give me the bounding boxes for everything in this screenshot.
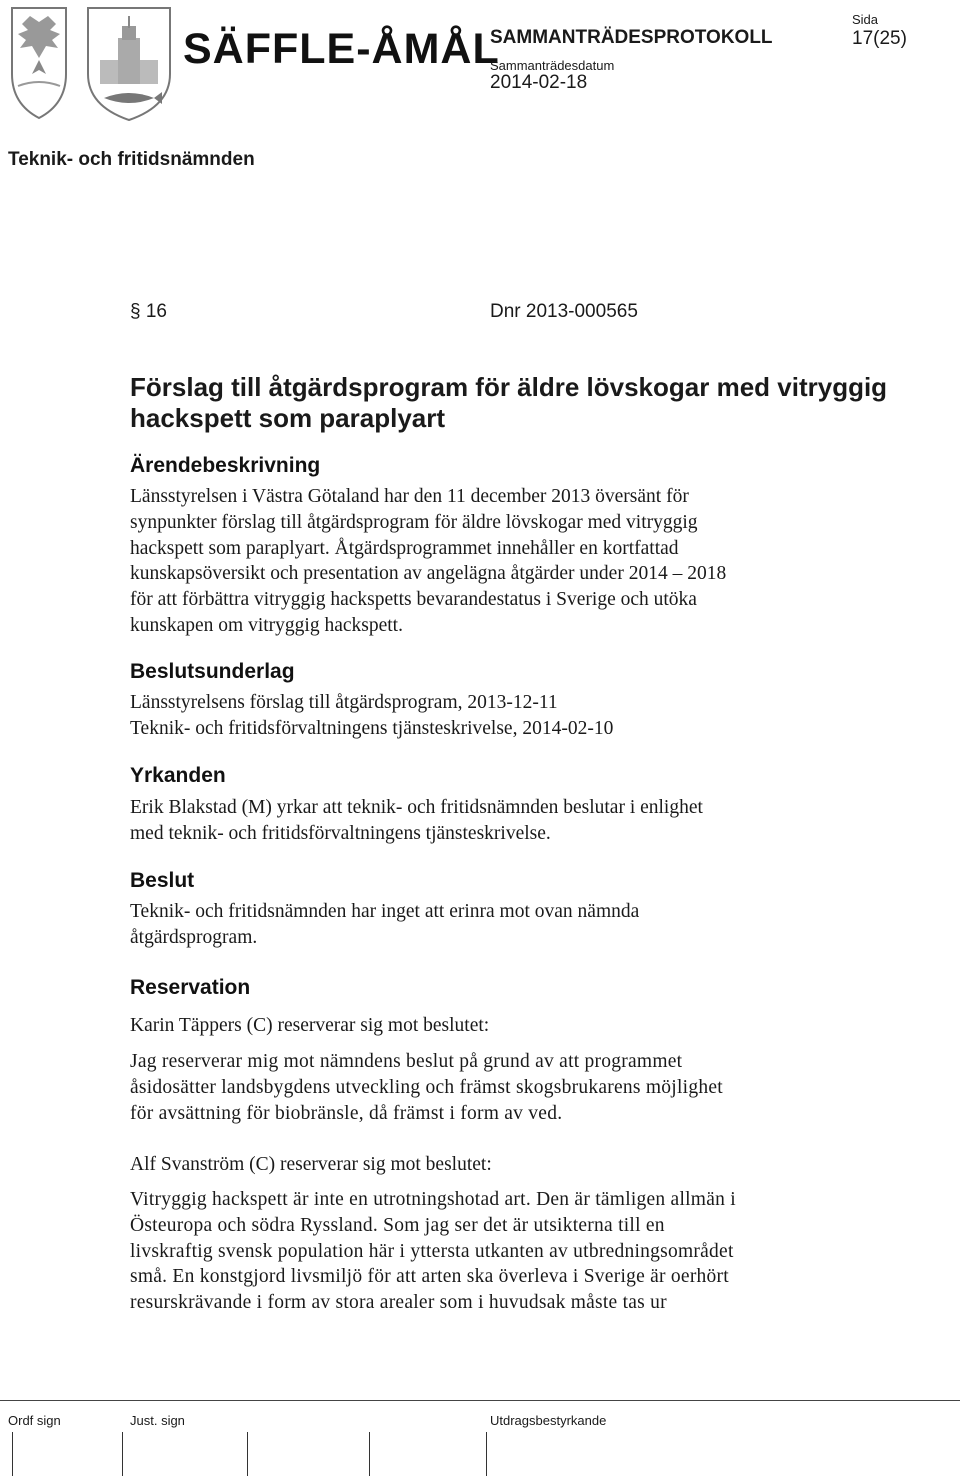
page-number: 17(25) — [852, 28, 907, 49]
heading-decision: Beslut — [130, 869, 195, 892]
signature-box-divider — [122, 1432, 123, 1476]
paragraph-number: § 16 — [130, 301, 167, 322]
reservation-intro-1: Karin Täppers (C) reserverar sig mot beslutet: — [130, 1015, 490, 1036]
case-description-text: Länsstyrelsen i Västra Götaland har den 11 december 2013 översänt för synpunkter förslag till åtgärdsprogram för äldre lövskogar med vitryggig hackspett som paraplyart. Åtgärdsprogrammet innehåller en kortfattad kunskapsöversikt och presentation av angelägna åtgärder under 2014 – 2018 för att förbättra vitryggig hackspetts bevarandestatus i Sverige och utöka kunskapen om vitryggig hackspett. — [130, 486, 727, 636]
motions-text: Erik Blakstad (M) yrkar att teknik- och fritidsnämnden beslutar i enlighet med teknik- och fritidsförvaltningens tjänsteskrivelse. — [130, 797, 703, 844]
footer-divider — [0, 1400, 960, 1401]
committee-name: Teknik- och fritidsnämnden — [8, 149, 255, 170]
reservation-quote-1: Jag reserverar mig mot nämndens beslut på grund av att programmet åsidosätter landsbygdens utveckling och främst skogsbrukarens möjlighet för avsättning för biobränsle, då främst i form av ved. — [130, 1051, 723, 1124]
municipality-logo-text: SÄFFLE-ÅMÅL — [183, 25, 500, 73]
extract-certification-label: Utdragsbestyrkande — [490, 1413, 607, 1428]
heading-reservation: Reservation — [130, 976, 251, 999]
castle-coat-of-arms — [84, 4, 174, 122]
document-type: SAMMANTRÄDESPROTOKOLL — [490, 27, 773, 48]
reservation-quote-2: Vitryggig hackspett är inte en utrotningshotad art. Den är tämligen allmän i Östeuropa och södra Ryssland. Som jag ser det är utsikterna till en livskraftig svensk population här i yttersta utkanten av utbredningsområdet små. En konstgjord livsmiljö för att arten ska överleva i Sverige är oerhört resurskrävande i form av stora arealer som i huvudsak måste tas ur — [130, 1189, 736, 1314]
decision-basis-text: Länsstyrelsens förslag till åtgärdsprogram, 2013-12-11 Teknik- och fritidsförvaltningens tjänsteskrivelse, 2014-02-10 — [130, 692, 614, 739]
signature-box-divider — [369, 1432, 370, 1476]
heading-motions: Yrkanden — [130, 764, 226, 787]
chair-signature-label: Ordf sign — [8, 1413, 61, 1428]
page-label: Sida — [852, 12, 879, 27]
signature-box-divider — [247, 1432, 248, 1476]
heading-case-description: Ärendebeskrivning — [130, 454, 321, 477]
item-title: Förslag till åtgärdsprogram för äldre lövskogar med vitryggig hackspett som paraplyart — [130, 372, 888, 433]
municipal-coat-of-arms — [8, 4, 70, 122]
meeting-date-label: Sammanträdesdatum — [490, 58, 615, 73]
reservation-intro-2: Alf Svanström (C) reserverar sig mot beslutet: — [130, 1154, 492, 1175]
meeting-date: 2014-02-18 — [490, 72, 588, 93]
heading-decision-basis: Beslutsunderlag — [130, 660, 295, 683]
adjuster-signature-label: Just. sign — [130, 1413, 185, 1428]
signature-box-divider — [12, 1432, 13, 1476]
signature-box-divider — [486, 1432, 487, 1476]
decision-text: Teknik- och fritidsnämnden har inget att erinra mot ovan nämnda åtgärdsprogram. — [130, 901, 640, 948]
diary-number: Dnr 2013-000565 — [490, 301, 638, 322]
